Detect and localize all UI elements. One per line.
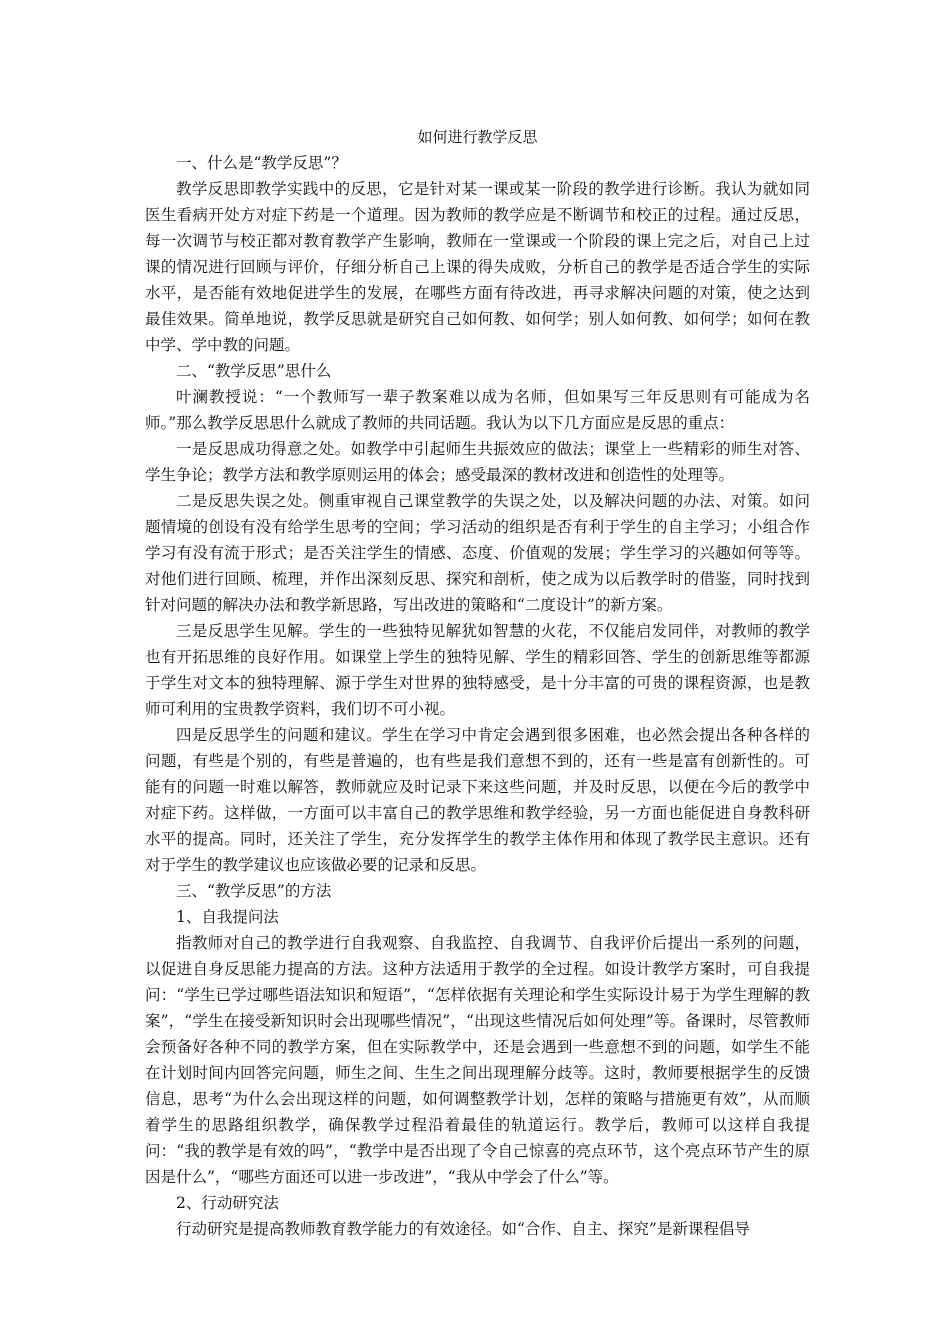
paragraph: 二是反思失误之处。侧重审视自己课堂教学的失误之处，以及解决问题的办法、对策。如问题情境的创设有没有给学生思考的空间；学习活动的组织是否有利于学生的自主学习；小组合作学习有没有流于形式；是否关注学生的情感、态度、价值观的发展；学生学习的兴趣如何等等。对他们进行回顾、梳理，并作出深刻反思、探究和剖析，使之成为以后教学时的借鉴，同时找到针对问题的解决办法和教学新思路，写出改进的策略和“二度设计”的新方案。	[145, 492, 810, 614]
paragraph: 三是反思学生见解。学生的一些独特见解犹如智慧的火花，不仅能启发同伴，对教师的教学也有开拓思维的良好作用。如课堂上学生的独特见解、学生的精彩回答、学生的创新思维等都源于学生对文本的独特理解、源于学生对世界的独特感受，是十分丰富的可贵的课程资源，也是教师可利用的宝贵教学资料，我们切不可小视。	[145, 622, 810, 718]
subheading-1: 1、自我提问法	[176, 908, 279, 926]
section-heading-2: 二、“教学反思”思什么	[176, 362, 332, 380]
document-title: 如何进行教学反思	[417, 128, 538, 146]
section-heading-1: 一、什么是“教学反思”？	[176, 154, 347, 172]
paragraph: 一是反思成功得意之处。如教学中引起师生共振效应的做法；课堂上一些精彩的师生对答、学生争论；教学方法和教学原则运用的体会；感受最深的教材改进和创造性的处理等。	[145, 440, 810, 484]
subheading-2: 2、行动研究法	[176, 1194, 279, 1212]
document-page	[145, 124, 810, 1242]
paragraph: 教学反思即教学实践中的反思，它是针对某一课或某一阶段的教学进行诊断。我认为就如同医生看病开处方对症下药是一个道理。因为教师的教学应是不断调节和校正的过程。通过反思，每一次调节与校正都对教育教学产生影响，教师在一堂课或一个阶段的课上完之后，对自己上过课的情况进行回顾与评价，仔细分析自己上课的得失成败，分析自己的教学是否适合学生的实际水平，是否能有效地促进学生的发展，在哪些方面有待改进，再寻求解决问题的对策，使之达到最佳效果。简单地说，教学反思就是研究自己如何教、如何学；别人如何教、如何学；如何在教中学、学中教的问题。	[145, 180, 810, 354]
paragraph: 叶澜教授说：“一个教师写一辈子教案难以成为名师，但如果写三年反思则有可能成为名师。”那么教学反思思什么就成了教师的共同话题。我认为以下几方面应是反思的重点：	[145, 388, 810, 432]
paragraph: 四是反思学生的问题和建议。学生在学习中肯定会遇到很多困难，也必然会提出各种各样的问题，有些是个别的，有些是普遍的，也有些是我们意想不到的，还有一些是富有创新性的。可能有的问题一时难以解答，教师就应及时记录下来这些问题，并及时反思，以便在今后的教学中对症下药。这样做，一方面可以丰富自己的教学思维和教学经验，另一方面也能促进自身教科研水平的提高。同时，还关注了学生，充分发挥学生的教学主体作用和体现了教学民主意识。还有对于学生的教学建议也应该做必要的记录和反思。	[145, 726, 810, 874]
paragraph: 行动研究是提高教师教育教学能力的有效途径。如“合作、自主、探究”是新课程倡导	[176, 1220, 750, 1238]
section-heading-3: 三、“教学反思”的方法	[176, 882, 332, 900]
paragraph: 指教师对自己的教学进行自我观察、自我监控、自我调节、自我评价后提出一系列的问题，以促进自身反思能力提高的方法。这种方法适用于教学的全过程。如设计教学方案时，可自我提问：“学生已学过哪些语法知识和短语”，“怎样依据有关理论和学生实际设计易于为学生理解的教案”，“学生在接受新知识时会出现哪些情况”，“出现这些情况后如何处理”等。备课时，尽管教师会预备好各种不同的教学方案，但在实际教学中，还是会遇到一些意想不到的问题，如学生不能在计划时间内回答完问题，师生之间、生生之间出现理解分歧等。这时，教师要根据学生的反馈信息，思考“为什么会出现这样的问题，如何调整教学计划，怎样的策略与措施更有效”，从而顺着学生的思路组织教学，确保教学过程沿着最佳的轨道运行。教学后，教师可以这样自我提问：“我的教学是有效的吗”，“教学中是否出现了令自己惊喜的亮点环节，这个亮点环节产生的原因是什么”，“哪些方面还可以进一步改进”，“我从中学会了什么”等。	[145, 934, 810, 1186]
